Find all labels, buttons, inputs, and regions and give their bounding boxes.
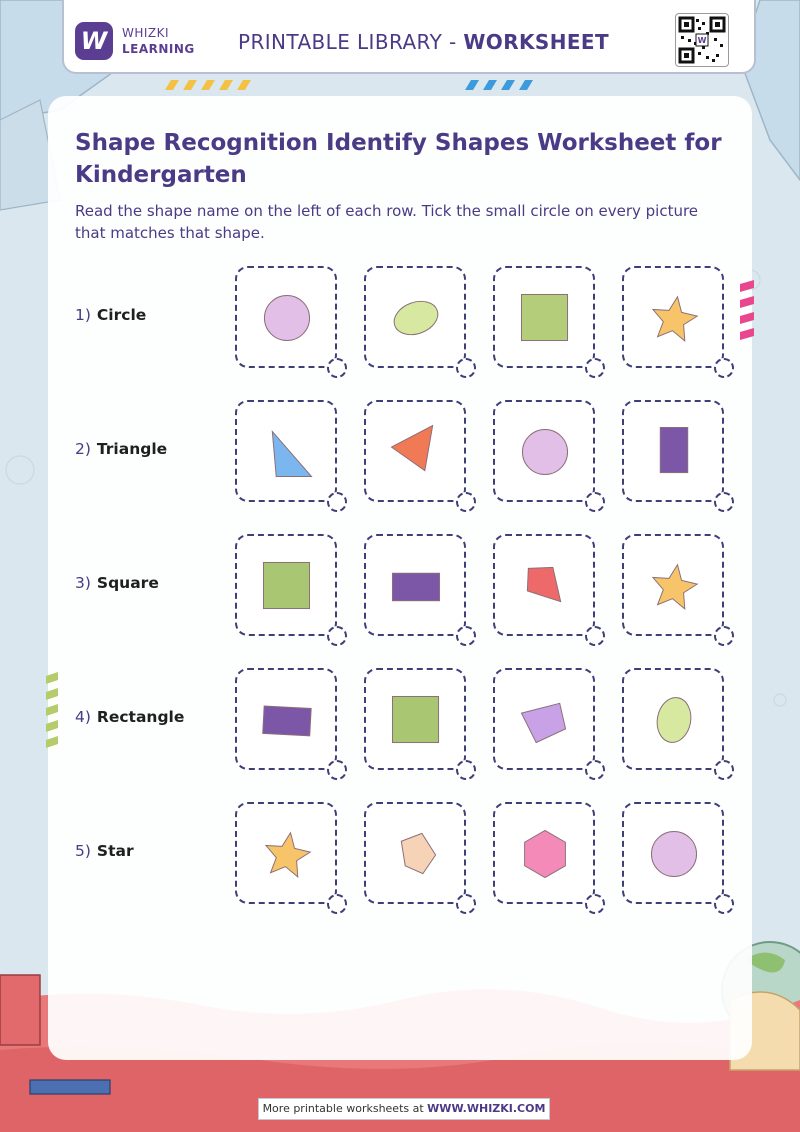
row-shape-name: Circle bbox=[96, 306, 147, 324]
row-number: 3) bbox=[75, 574, 91, 592]
shape-tile[interactable] bbox=[622, 802, 724, 904]
triangle-picture bbox=[366, 402, 466, 502]
tick-circle[interactable] bbox=[327, 626, 347, 646]
star-shape bbox=[653, 297, 697, 341]
tick-circle[interactable] bbox=[714, 358, 734, 378]
square-shape bbox=[392, 696, 438, 742]
banner-prefix: PRINTABLE LIBRARY - bbox=[238, 30, 464, 54]
svg-text:W: W bbox=[697, 36, 707, 45]
shape-tile[interactable] bbox=[235, 400, 337, 502]
brand-name bbox=[122, 25, 195, 57]
star-picture bbox=[237, 804, 337, 904]
pentagon-shape bbox=[401, 833, 435, 873]
whizki-logo-icon[interactable]: W bbox=[75, 22, 113, 60]
star-shape bbox=[266, 833, 310, 877]
oval-shape bbox=[654, 695, 695, 745]
shape-tile[interactable] bbox=[235, 802, 337, 904]
tick-circle[interactable] bbox=[456, 894, 476, 914]
tick-circle[interactable] bbox=[714, 760, 734, 780]
shape-row bbox=[0, 266, 800, 376]
circle-picture bbox=[495, 402, 595, 502]
footer-prefix: More printable worksheets at bbox=[262, 1102, 428, 1115]
shape-tile[interactable] bbox=[493, 400, 595, 502]
rectangle-picture bbox=[237, 670, 337, 770]
pentagon-picture bbox=[366, 804, 466, 904]
shape-tile[interactable] bbox=[622, 534, 724, 636]
shape-tile[interactable] bbox=[235, 266, 337, 368]
banner-emphasis: WORKSHEET bbox=[463, 30, 609, 54]
footer-site[interactable]: WWW.WHIZKI.COM bbox=[427, 1102, 546, 1115]
hexagon-picture bbox=[495, 804, 595, 904]
tick-circle[interactable] bbox=[456, 760, 476, 780]
row-number: 2) bbox=[75, 440, 91, 458]
circle-shape bbox=[522, 429, 567, 474]
row-number: 1) bbox=[75, 306, 91, 324]
row-label bbox=[75, 708, 184, 726]
shape-tile[interactable] bbox=[235, 668, 337, 770]
row-shape-name: Square bbox=[96, 574, 159, 592]
brand-line-1: WHIZKI bbox=[122, 26, 170, 40]
banner-title bbox=[238, 30, 609, 54]
tick-circle[interactable] bbox=[327, 358, 347, 378]
footer-link[interactable] bbox=[258, 1098, 550, 1120]
qr-code-icon[interactable] bbox=[675, 13, 729, 67]
rectangle-picture bbox=[366, 536, 466, 636]
square-picture bbox=[366, 670, 466, 770]
tick-circle[interactable] bbox=[456, 626, 476, 646]
shape-row bbox=[0, 802, 800, 912]
star-picture bbox=[624, 268, 724, 368]
rectangle-tall-shape bbox=[660, 427, 687, 472]
tick-circle[interactable] bbox=[714, 626, 734, 646]
hexagon-shape bbox=[525, 830, 566, 877]
quadrilateral-picture bbox=[495, 536, 595, 636]
quadrilateral-picture bbox=[495, 670, 595, 770]
square-shape bbox=[263, 562, 309, 608]
blue-stripes-decoration bbox=[465, 80, 540, 90]
shape-tile[interactable] bbox=[364, 400, 466, 502]
tick-circle[interactable] bbox=[456, 358, 476, 378]
tick-circle[interactable] bbox=[714, 894, 734, 914]
shape-tile[interactable] bbox=[493, 534, 595, 636]
oval-shape bbox=[389, 296, 442, 341]
tick-circle[interactable] bbox=[714, 492, 734, 512]
oval-picture bbox=[624, 670, 724, 770]
row-shape-name: Triangle bbox=[96, 440, 168, 458]
yellow-stripes-decoration bbox=[165, 80, 255, 90]
tick-circle[interactable] bbox=[585, 492, 605, 512]
star-picture bbox=[624, 536, 724, 636]
circle-picture bbox=[237, 268, 337, 368]
triangle-picture bbox=[237, 402, 337, 502]
qr-code-graphic bbox=[676, 14, 728, 66]
shape-tile[interactable] bbox=[622, 266, 724, 368]
shape-tile[interactable] bbox=[364, 534, 466, 636]
shape-tile[interactable] bbox=[235, 534, 337, 636]
shape-row bbox=[0, 400, 800, 510]
tick-circle[interactable] bbox=[585, 894, 605, 914]
square-picture bbox=[237, 536, 337, 636]
triangle-shape bbox=[272, 431, 311, 476]
star-shape bbox=[653, 565, 697, 609]
shape-tile[interactable] bbox=[622, 400, 724, 502]
oval-picture bbox=[366, 268, 466, 368]
circle-shape bbox=[264, 295, 309, 340]
shape-tile[interactable] bbox=[364, 266, 466, 368]
circle-picture bbox=[624, 804, 724, 904]
rectangle-shape bbox=[263, 706, 311, 736]
tick-circle[interactable] bbox=[585, 358, 605, 378]
shape-row bbox=[0, 534, 800, 644]
tick-circle[interactable] bbox=[585, 626, 605, 646]
shape-tile[interactable] bbox=[493, 802, 595, 904]
row-number: 4) bbox=[75, 708, 91, 726]
row-label bbox=[75, 574, 159, 592]
tick-circle[interactable] bbox=[327, 894, 347, 914]
square-picture bbox=[495, 268, 595, 368]
square-shape bbox=[521, 294, 567, 340]
shape-tile[interactable] bbox=[493, 668, 595, 770]
rectangle-shape bbox=[392, 573, 439, 600]
quadrilateral-shape bbox=[527, 567, 560, 601]
triangle-shape bbox=[391, 426, 432, 471]
shape-tile[interactable] bbox=[493, 266, 595, 368]
worksheet-title: Shape Recognition Identify Shapes Worksheet for Kindergarten bbox=[75, 130, 722, 188]
row-label bbox=[75, 440, 167, 458]
shape-tile[interactable] bbox=[622, 668, 724, 770]
tick-circle[interactable] bbox=[327, 492, 347, 512]
shape-row bbox=[0, 668, 800, 778]
shape-tile[interactable] bbox=[364, 802, 466, 904]
brand-line-2: LEARNING bbox=[122, 42, 195, 56]
tick-circle[interactable] bbox=[327, 760, 347, 780]
row-label bbox=[75, 842, 134, 860]
worksheet-instructions: Read the shape name on the left of each row. Tick the small circle on every picture that matches that shape. bbox=[75, 202, 699, 242]
circle-shape bbox=[651, 831, 696, 876]
row-shape-name: Star bbox=[96, 842, 134, 860]
row-label bbox=[75, 306, 146, 324]
row-number: 5) bbox=[75, 842, 91, 860]
shape-tile[interactable] bbox=[364, 668, 466, 770]
quadrilateral-shape bbox=[521, 703, 565, 742]
row-shape-name: Rectangle bbox=[96, 708, 185, 726]
tick-circle[interactable] bbox=[585, 760, 605, 780]
tick-circle[interactable] bbox=[456, 492, 476, 512]
rectangle-tall-picture bbox=[624, 402, 724, 502]
